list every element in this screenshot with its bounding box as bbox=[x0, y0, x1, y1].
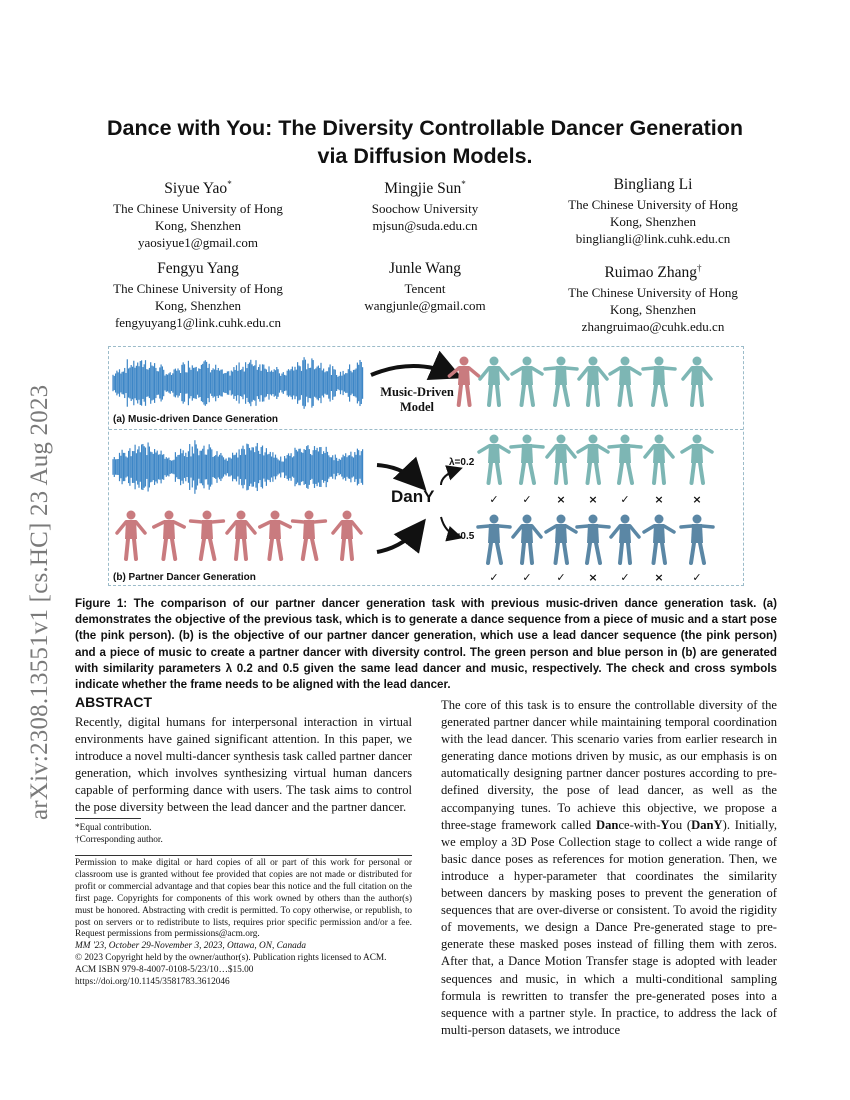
dancer-figure bbox=[260, 511, 290, 560]
check-icon: ✓ bbox=[556, 571, 566, 584]
author-name: Junle Wang bbox=[388, 260, 462, 277]
footnote-equal-contribution: *Equal contribution. bbox=[75, 823, 152, 833]
music-waveform-a bbox=[113, 357, 363, 409]
author-affiliation: The Chinese University of Hong bbox=[568, 285, 738, 301]
cross-icon: × bbox=[588, 493, 598, 506]
check-icon: ✓ bbox=[620, 493, 630, 506]
name-part: Dan bbox=[596, 817, 619, 832]
figure-1 bbox=[108, 346, 744, 586]
author-name: Ruimao Zhang† bbox=[604, 263, 702, 282]
dancer-figure bbox=[609, 435, 641, 484]
title-line-2: via Diffusion Models. bbox=[317, 144, 533, 168]
author-affiliation: Tencent bbox=[404, 281, 446, 296]
music-driven-model-label bbox=[371, 385, 463, 415]
author-affiliation: Kong, Shenzhen bbox=[155, 218, 241, 234]
author-name: Fengyu Yang bbox=[157, 260, 239, 277]
permission-text: Permission to make digital or hard copies of all or part of this work for personal or classroom use is granted without fee provided that copies are not made or distributed for profit or commercial advantage and that copies bear this notice and the full citation on the first page. Copyrights for components of this work owned by others than the author(s) must be honored. Abstracting with credit is permitted. To copy otherwise, or republish, to post on servers or to redistribute to lists, requires prior specific permission and/or a fee. Request permissions from permissions@acm.org. bbox=[75, 858, 412, 940]
check-icon: ✓ bbox=[620, 571, 630, 584]
dancer-figure bbox=[191, 511, 224, 560]
dancer-figure bbox=[578, 435, 608, 484]
figure-divider bbox=[109, 429, 743, 430]
author-affiliation: The Chinese University of Hong bbox=[113, 281, 283, 296]
dancer-figure bbox=[479, 435, 509, 484]
cross-icon: × bbox=[692, 493, 702, 506]
model-label-line-2: Model bbox=[399, 400, 435, 414]
paper-title bbox=[40, 114, 810, 170]
author-block bbox=[305, 258, 545, 314]
dancer-figure bbox=[480, 357, 508, 406]
author-email[interactable]: yaosiyue1@gmail.com bbox=[138, 235, 258, 251]
dancer-figure bbox=[645, 435, 673, 484]
author-affiliation: Soochow University bbox=[371, 201, 479, 217]
music-waveform-b bbox=[113, 440, 363, 494]
footnote-rule bbox=[75, 818, 141, 819]
dancer-figure bbox=[579, 357, 607, 406]
dancer-figure bbox=[682, 435, 712, 484]
cross-icon: × bbox=[654, 493, 664, 506]
name-part: Y bbox=[660, 817, 670, 832]
permission-rule bbox=[75, 855, 412, 856]
dancer-figure bbox=[644, 515, 674, 564]
venue-line: MM '23, October 29-November 3, 2023, Ottawa, ON, Canada bbox=[75, 941, 307, 952]
check-icon: ✓ bbox=[489, 571, 499, 584]
cross-icon: × bbox=[588, 571, 598, 584]
dancer-figure bbox=[545, 357, 577, 406]
copyright-line: © 2023 Copyright held by the owner/author(s). Publication rights licensed to ACM. bbox=[75, 953, 387, 964]
subfigure-a-label: (a) Music-driven Dance Generation bbox=[113, 414, 279, 425]
abstract-heading: ABSTRACT bbox=[75, 694, 152, 710]
author-block bbox=[305, 174, 545, 234]
name-part: ce-with- bbox=[618, 817, 661, 832]
doi-link[interactable]: https://doi.org/10.1145/3581783.3612046 bbox=[75, 977, 230, 988]
dany-label: DanY bbox=[391, 487, 435, 506]
body-text: ). Initially, we employ a 3D Pose Collection stage to collect a wide range of basic dance poses as references for motion generation. Then, we introduce a hyper-parameter that coordinates the similarity between dancers by masking poses to prevent the generation of sequences that are over-diverse or consistent. To avoid the rigidity of movements, we design a Dance Pre-generated stage to pre-generate these masked poses instead of filling them with zeros. After that, a Dance Motion Transfer stage is adopted with leader sequences and music, in which a multi-conditional sampling formula is rewritten to transfer the pre-generated poses into a sequence with a partner style. In practice, to address the lack of multi-person datasets, we introduce bbox=[441, 817, 778, 1037]
author-block bbox=[533, 258, 773, 335]
figure-illustration bbox=[109, 347, 745, 587]
lambda-0-5-label: λ=0.5 bbox=[449, 531, 475, 542]
author-block bbox=[533, 174, 773, 247]
author-email[interactable]: wangjunle@gmail.com bbox=[364, 298, 486, 313]
cross-icon: × bbox=[654, 571, 664, 584]
dancer-figure bbox=[681, 515, 713, 564]
dancer-figure bbox=[611, 515, 639, 564]
dancer-figure bbox=[577, 515, 609, 564]
author-name: Mingjie Sun* bbox=[384, 179, 466, 198]
dancer-figure bbox=[643, 357, 675, 406]
dancer-figure bbox=[547, 435, 575, 484]
check-icon: ✓ bbox=[489, 493, 499, 506]
isbn-line: ACM ISBN 979-8-4007-0108-5/23/10…$15.00 bbox=[75, 965, 254, 976]
permission-block bbox=[75, 858, 412, 989]
author-affiliation: The Chinese University of Hong bbox=[113, 201, 283, 217]
footnote-corresponding: †Corresponding author. bbox=[75, 835, 163, 845]
lambda-0-2-label: λ=0.2 bbox=[449, 457, 475, 468]
author-email[interactable]: zhangruimao@cuhk.edu.cn bbox=[581, 319, 725, 335]
author-email[interactable]: bingliangli@link.cuhk.edu.cn bbox=[575, 231, 731, 246]
author-affiliation: Kong, Shenzhen bbox=[610, 214, 696, 229]
author-name: Bingliang Li bbox=[613, 176, 693, 193]
author-email[interactable]: mjsun@suda.edu.cn bbox=[372, 218, 478, 234]
check-icon: ✓ bbox=[692, 571, 702, 584]
subfigure-b-label: (b) Partner Dancer Generation bbox=[113, 572, 256, 583]
body-text: The core of this task is to ensure the controllable diversity of the generated partner dancer while maintaining temporal coordination with the lead dancer. This scenario varies from earlier research in generating dance motions driven by music, as our emphasis is on automatically designing partner dancer postures according to pre-defined diversity, the pose of lead dancer, as well as the accompanying tunes. To achieve this objective, we propose a three-stage framework called bbox=[441, 698, 777, 832]
dancer-figure bbox=[117, 511, 145, 560]
author-email[interactable]: fengyuyang1@link.cuhk.edu.cn bbox=[114, 315, 282, 330]
author-block bbox=[78, 174, 318, 251]
author-name: Siyue Yao* bbox=[164, 179, 232, 198]
model-label-line-1: Music-Driven bbox=[380, 385, 454, 399]
arrow-music-to-dany bbox=[377, 465, 421, 485]
abstract-text: Recently, digital humans for interpersonal interaction in virtual environments have gained significant attention. In this paper, we introduce a novel multi-dancer synthesis task called partner dancer generation, which involves synthesizing virtual human dancers capable of performing dance with users. The task aims to control the pose diversity between the lead dancer and the partner dancer. bbox=[75, 715, 412, 815]
figure-caption: Figure 1: The comparison of our partner dancer generation task with previous music-driven dance generation task. (a) demonstrates the objective of the previous task, which is to generate a dance sequence from a piece of music and a start pose (the pink person). (b) is the objective of our partner dancer generation, which use a lead dancer sequence (the pink person) and a piece of music to create a partner dancer with diversity control. The green person and blue person in (b) are generated with similarity parameters λ 0.2 and 0.5 given the same lead dancer and music, respectively. The check and cross symbols indicate whether the frame needs to be aligned with the lead dancer. bbox=[75, 597, 777, 692]
dancer-figure bbox=[513, 515, 541, 564]
dancer-figure bbox=[683, 357, 711, 406]
check-icon: ✓ bbox=[522, 571, 532, 584]
dancer-figure bbox=[227, 511, 255, 560]
dancer-figure bbox=[293, 511, 326, 560]
footnotes bbox=[75, 822, 163, 846]
cross-icon: × bbox=[556, 493, 566, 506]
author-affiliation: Kong, Shenzhen bbox=[155, 298, 241, 313]
arrow-lead-to-dany bbox=[377, 525, 421, 552]
check-icon: ✓ bbox=[522, 493, 532, 506]
arrow-to-model bbox=[371, 366, 455, 375]
dancer-figure bbox=[546, 515, 576, 564]
body-right-column bbox=[441, 697, 777, 1039]
author-affiliation: Kong, Shenzhen bbox=[610, 302, 696, 318]
author-block bbox=[78, 258, 318, 331]
title-line-1: Dance with You: The Diversity Controllable Dancer Generation bbox=[107, 116, 743, 140]
name-part: DanY bbox=[691, 817, 723, 832]
dancer-figure bbox=[512, 357, 542, 406]
dancer-figure bbox=[154, 511, 184, 560]
arrow-dany-to-lambda1 bbox=[441, 469, 459, 485]
dancer-figure bbox=[333, 511, 361, 560]
arxiv-sidebar: arXiv:2308.13551v1 [cs.HC] 23 Aug 2023 bbox=[26, 384, 53, 820]
author-affiliation: The Chinese University of Hong bbox=[568, 197, 738, 212]
dancer-figure bbox=[511, 435, 543, 484]
dancer-figure bbox=[610, 357, 640, 406]
name-part: ou ( bbox=[669, 817, 692, 832]
dancer-figure bbox=[478, 515, 510, 564]
